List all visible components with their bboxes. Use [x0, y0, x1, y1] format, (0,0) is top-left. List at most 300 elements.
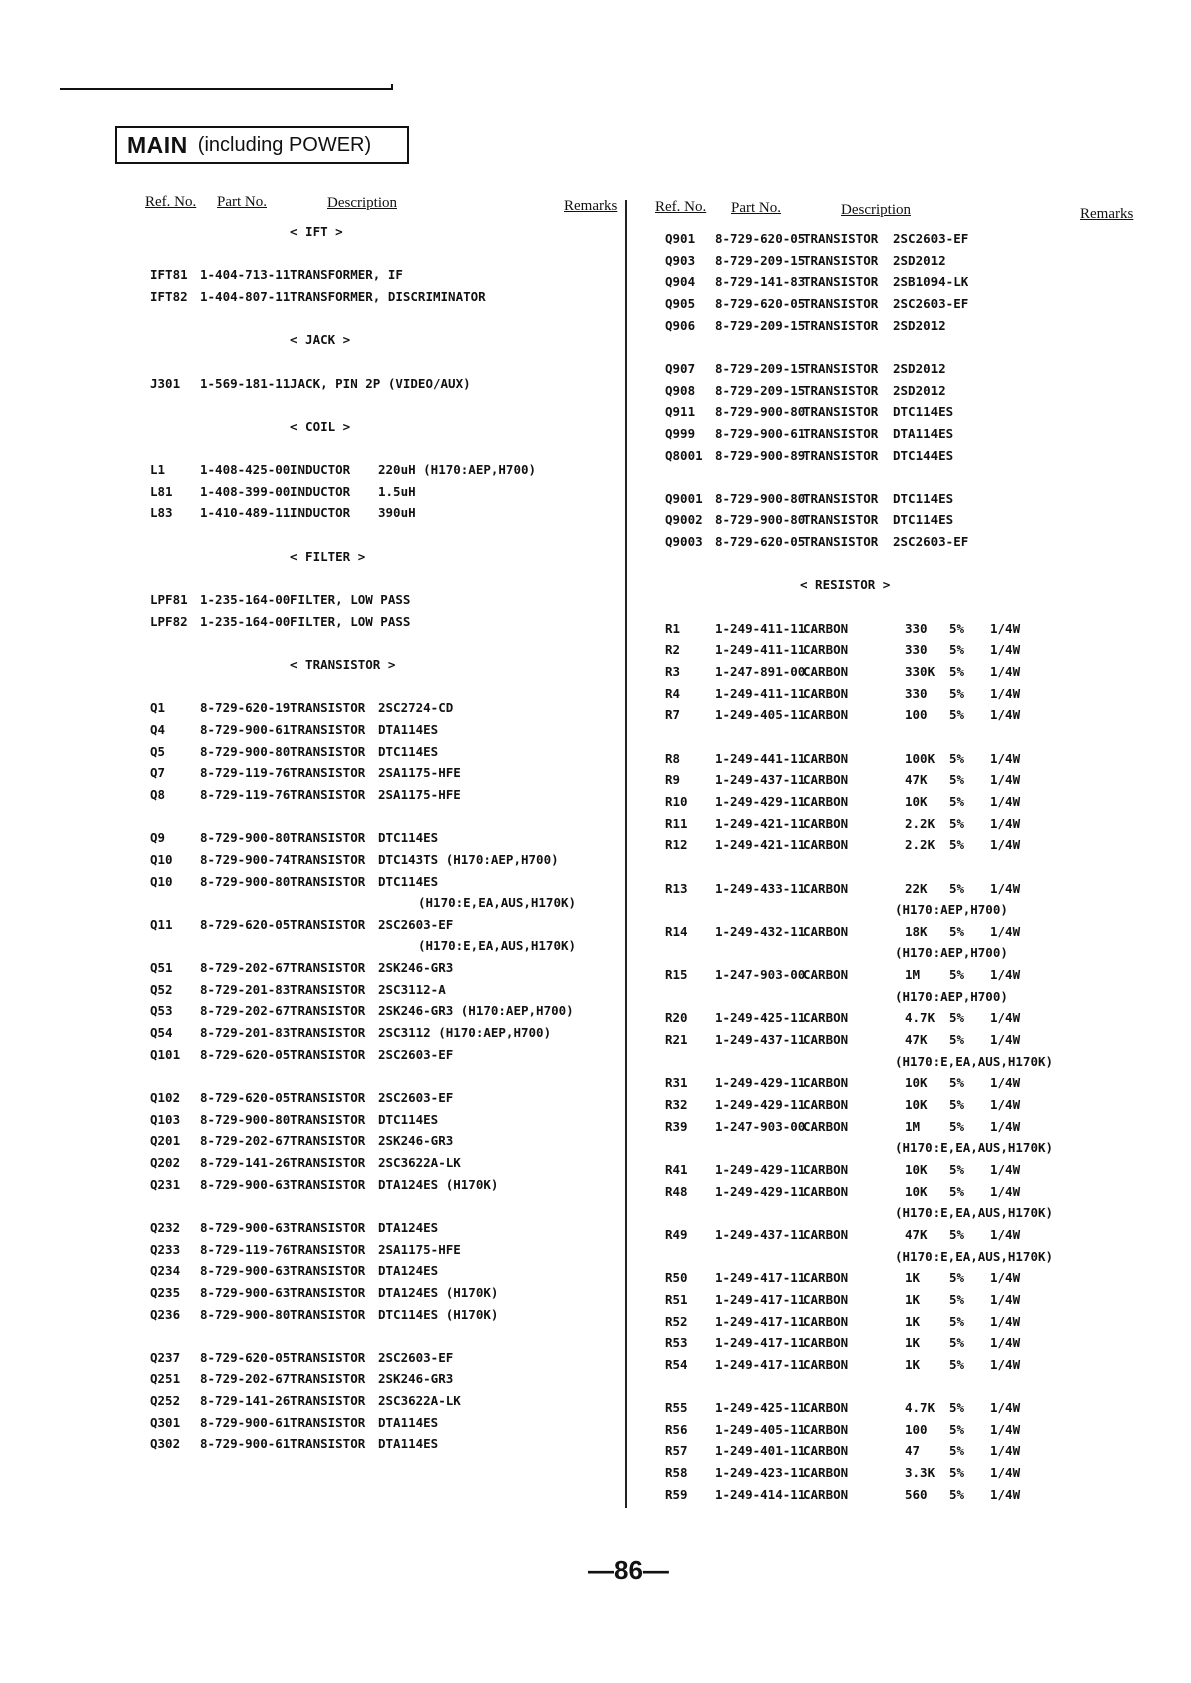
- part-no: 1-249-401-11: [715, 1443, 806, 1459]
- ref-no: Q9001: [665, 490, 703, 506]
- section-subtitle: (including POWER): [197, 133, 372, 156]
- description: TRANSISTOR: [803, 534, 879, 550]
- resistance-value: 47K: [905, 772, 928, 788]
- ref-no: Q911: [665, 404, 696, 420]
- description: TRANSISTOR: [803, 274, 879, 290]
- description: CARBON: [803, 1161, 849, 1177]
- part-no: 1-249-425-11: [715, 1010, 806, 1026]
- ref-no: R49: [665, 1226, 688, 1242]
- spec-value: 390uH: [378, 505, 416, 521]
- spec-value: DTA124ES: [378, 1219, 439, 1235]
- ref-no: R9: [665, 772, 681, 788]
- spec-value: DTA114ES: [893, 425, 954, 441]
- part-no: 1-249-421-11: [715, 815, 806, 831]
- part-no: 1-404-713-11: [200, 267, 291, 283]
- tolerance: 5%: [949, 685, 965, 701]
- resistance-value: 3.3K: [905, 1465, 936, 1481]
- part-no: 8-729-900-80: [715, 512, 806, 528]
- ref-no: Q8: [150, 786, 166, 802]
- wattage: 1/4W: [990, 1313, 1021, 1329]
- description: TRANSISTOR: [803, 252, 879, 268]
- resistance-value: 10K: [905, 1161, 928, 1177]
- ref-no: Q101: [150, 1046, 181, 1062]
- description: TRANSISTOR: [290, 830, 366, 846]
- wattage: 1/4W: [990, 664, 1021, 679]
- part-no: 1-569-181-11: [200, 375, 291, 391]
- ref-no: Q908: [665, 382, 696, 398]
- resistance-value: 330: [905, 620, 928, 636]
- part-no: 8-729-620-19: [200, 700, 291, 716]
- part-no: 1-249-429-11: [715, 1161, 806, 1177]
- ref-no: Q5: [150, 743, 166, 759]
- part-no: 8-729-900-61: [715, 425, 806, 441]
- ref-no: R39: [665, 1118, 688, 1134]
- resistance-value: 2.2K: [905, 815, 936, 831]
- description: TRANSISTOR: [803, 425, 879, 441]
- part-no: 8-729-900-61: [200, 1436, 291, 1452]
- ref-no: R41: [665, 1161, 688, 1177]
- section-heading: < RESISTOR >: [800, 577, 891, 593]
- tolerance: 5%: [949, 642, 965, 658]
- spec-value: 220uH (H170:AEP,H700): [378, 462, 537, 478]
- resistance-value: 560: [905, 1486, 928, 1502]
- spec-value: 2SC2603-EF: [378, 1349, 454, 1365]
- tolerance: 5%: [949, 1010, 965, 1026]
- wattage: 1/4W: [990, 1356, 1021, 1372]
- description: TRANSISTOR: [803, 490, 879, 506]
- part-no: 1-408-399-00: [200, 483, 291, 499]
- part-no: 1-249-411-11: [715, 685, 806, 701]
- part-no: 8-729-202-67: [200, 1003, 291, 1019]
- description: JACK, PIN 2P (VIDEO/AUX): [290, 375, 471, 391]
- spec-value: 2SA1175-HFE: [378, 1241, 461, 1257]
- description: TRANSISTOR: [290, 873, 366, 889]
- remark-note: (H170:AEP,H700): [895, 945, 1008, 961]
- description: TRANSISTOR: [290, 1176, 366, 1192]
- resistance-value: 47: [905, 1443, 921, 1459]
- ref-no: L83: [150, 505, 173, 521]
- remark-note: (H170:AEP,H700): [895, 988, 1008, 1004]
- tolerance: 5%: [949, 793, 965, 809]
- description: CARBON: [803, 1097, 849, 1112]
- part-no: 1-249-441-11: [715, 750, 806, 766]
- part-no: 8-729-900-63: [200, 1263, 291, 1279]
- wattage: 1/4W: [990, 1270, 1021, 1286]
- description: TRANSISTOR: [803, 404, 879, 420]
- description: CARBON: [803, 685, 849, 701]
- ref-no: Q52: [150, 981, 173, 997]
- wattage: 1/4W: [990, 1443, 1021, 1459]
- part-no: 8-729-900-61: [200, 721, 291, 737]
- ref-no: IFT82: [150, 288, 188, 304]
- tolerance: 5%: [949, 1118, 965, 1134]
- wattage: 1/4W: [990, 880, 1021, 896]
- ref-no: L81: [150, 483, 173, 499]
- tolerance: 5%: [949, 1226, 965, 1242]
- description: TRANSISTOR: [803, 317, 879, 333]
- ref-no: Q302: [150, 1436, 181, 1452]
- tolerance: 5%: [949, 1443, 965, 1459]
- ref-no: R50: [665, 1270, 688, 1286]
- description: TRANSISTOR: [290, 765, 366, 781]
- part-no: 1-249-411-11: [715, 620, 806, 636]
- ref-no: R55: [665, 1400, 688, 1416]
- spec-value: DTA124ES (H170K): [378, 1176, 499, 1192]
- header-desc-left: Description: [327, 195, 397, 211]
- description: CARBON: [803, 1183, 849, 1199]
- top-rule-tick: [391, 84, 393, 90]
- description: CARBON: [803, 837, 849, 853]
- part-no: 1-404-807-11: [200, 288, 291, 304]
- tolerance: 5%: [949, 880, 965, 896]
- spec-value: 2SA1175-HFE: [378, 786, 461, 802]
- spec-value: 2SK246-GR3 (H170:AEP,H700): [378, 1003, 574, 1019]
- spec-value: DTC114ES: [893, 512, 954, 528]
- ref-no: Q8001: [665, 447, 703, 463]
- ref-no: IFT81: [150, 267, 188, 283]
- spec-value: 2SC2724-CD: [378, 700, 454, 716]
- part-no: 8-729-620-05: [715, 534, 806, 550]
- description: CARBON: [803, 1421, 849, 1437]
- description: TRANSISTOR: [290, 1436, 366, 1452]
- wattage: 1/4W: [990, 923, 1021, 939]
- spec-value: DTC114ES: [378, 743, 439, 759]
- ref-no: Q237: [150, 1349, 181, 1365]
- tolerance: 5%: [949, 1075, 965, 1091]
- wattage: 1/4W: [990, 1335, 1021, 1351]
- description: TRANSISTOR: [290, 1284, 366, 1300]
- ref-no: R15: [665, 967, 688, 983]
- top-rule: [60, 88, 392, 90]
- resistance-value: 100K: [905, 750, 936, 766]
- spec-value: DTC143TS (H170:AEP,H700): [378, 851, 559, 867]
- tolerance: 5%: [949, 620, 965, 636]
- description: TRANSISTOR: [290, 1025, 366, 1041]
- remark-note: (H170:E,EA,AUS,H170K): [895, 1140, 1054, 1156]
- ref-no: Q51: [150, 960, 173, 976]
- wattage: 1/4W: [990, 685, 1021, 701]
- tolerance: 5%: [949, 664, 965, 679]
- description: CARBON: [803, 1486, 849, 1502]
- part-no: 1-249-433-11: [715, 880, 806, 896]
- wattage: 1/4W: [990, 750, 1021, 766]
- resistance-value: 1M: [905, 1118, 921, 1134]
- part-no: 8-729-119-76: [200, 1241, 291, 1257]
- part-no: 8-729-141-83: [715, 274, 806, 290]
- wattage: 1/4W: [990, 815, 1021, 831]
- resistance-value: 1K: [905, 1356, 921, 1372]
- part-no: 8-729-209-15: [715, 360, 806, 376]
- spec-value: DTA114ES: [378, 1436, 439, 1452]
- description: CARBON: [803, 1226, 849, 1242]
- header-part-left: Part No.: [217, 194, 267, 210]
- resistance-value: 1K: [905, 1270, 921, 1286]
- part-no: 1-249-432-11: [715, 923, 806, 939]
- ref-no: Q7: [150, 765, 166, 781]
- tolerance: 5%: [949, 1486, 965, 1502]
- spec-value: 2SD2012: [893, 252, 946, 268]
- description: INDUCTOR: [290, 483, 351, 499]
- tolerance: 5%: [949, 815, 965, 831]
- spec-value: DTA114ES: [378, 1414, 439, 1430]
- ref-no: Q1: [150, 700, 166, 716]
- tolerance: 5%: [949, 1313, 965, 1329]
- ref-no: Q10: [150, 851, 173, 867]
- spec-value: DTC114ES: [378, 873, 439, 889]
- wattage: 1/4W: [990, 793, 1021, 809]
- remark-note: (H170:AEP,H700): [895, 902, 1008, 918]
- part-no: 1-249-437-11: [715, 1032, 806, 1048]
- description: CARBON: [803, 620, 849, 636]
- ref-no: R31: [665, 1075, 688, 1091]
- wattage: 1/4W: [990, 1421, 1021, 1437]
- tolerance: 5%: [949, 1161, 965, 1177]
- header-remarks-left: Remarks: [564, 198, 618, 214]
- ref-no: Q252: [150, 1393, 181, 1409]
- part-no: 8-729-141-26: [200, 1154, 291, 1170]
- ref-no: R2: [665, 642, 681, 658]
- description: CARBON: [803, 793, 849, 809]
- part-no: 1-249-429-11: [715, 1183, 806, 1199]
- part-no: 8-729-202-67: [200, 960, 291, 976]
- description: CARBON: [803, 1291, 849, 1307]
- part-no: 8-729-202-67: [200, 1133, 291, 1149]
- description: CARBON: [803, 772, 849, 788]
- wattage: 1/4W: [990, 642, 1021, 658]
- part-no: 8-729-620-05: [200, 1090, 291, 1105]
- spec-value: 2SK246-GR3: [378, 1371, 454, 1387]
- resistance-value: 330K: [905, 664, 936, 679]
- description: TRANSISTOR: [290, 1241, 366, 1257]
- resistance-value: 4.7K: [905, 1010, 936, 1026]
- ref-no: Q901: [665, 231, 696, 246]
- description: TRANSISTOR: [803, 231, 879, 246]
- part-no: 1-249-417-11: [715, 1356, 806, 1372]
- description: TRANSISTOR: [290, 1154, 366, 1170]
- spec-value: DTC144ES: [893, 447, 954, 463]
- spec-value: 2SD2012: [893, 317, 946, 333]
- description: TRANSISTOR: [803, 382, 879, 398]
- ref-no: R56: [665, 1421, 688, 1437]
- ref-no: R54: [665, 1356, 688, 1372]
- ref-no: R58: [665, 1465, 688, 1481]
- spec-value: 2SA1175-HFE: [378, 765, 461, 781]
- spec-value: 2SC2603-EF: [893, 231, 969, 246]
- part-no: 8-729-900-80: [200, 873, 291, 889]
- ref-no: Q11: [150, 916, 173, 932]
- description: TRANSFORMER, IF: [290, 267, 403, 283]
- description: TRANSISTOR: [803, 360, 879, 376]
- description: FILTER, LOW PASS: [290, 592, 411, 608]
- part-no: 8-729-620-05: [200, 916, 291, 932]
- resistance-value: 4.7K: [905, 1400, 936, 1416]
- wattage: 1/4W: [990, 967, 1021, 983]
- ref-no: R4: [665, 685, 681, 701]
- resistance-value: 47K: [905, 1032, 928, 1048]
- description: CARBON: [803, 1313, 849, 1329]
- part-no: 1-249-429-11: [715, 1097, 806, 1112]
- part-no: 8-729-202-67: [200, 1371, 291, 1387]
- spec-value: 2SC2603-EF: [893, 295, 969, 311]
- section-heading: < TRANSISTOR >: [290, 657, 396, 672]
- ref-no: R48: [665, 1183, 688, 1199]
- description: TRANSISTOR: [290, 700, 366, 716]
- ref-no: Q234: [150, 1263, 181, 1279]
- part-no: 1-249-425-11: [715, 1400, 806, 1416]
- ref-no: Q903: [665, 252, 696, 268]
- description: CARBON: [803, 707, 849, 723]
- description: CARBON: [803, 1465, 849, 1481]
- ref-no: Q999: [665, 425, 696, 441]
- description: TRANSISTOR: [290, 981, 366, 997]
- wattage: 1/4W: [990, 620, 1021, 636]
- part-no: 8-729-141-26: [200, 1393, 291, 1409]
- part-no: 8-729-620-05: [715, 295, 806, 311]
- page-number: —86—: [588, 1555, 669, 1585]
- description: TRANSISTOR: [290, 786, 366, 802]
- description: INDUCTOR: [290, 462, 351, 478]
- part-no: 1-249-429-11: [715, 1075, 806, 1091]
- tolerance: 5%: [949, 967, 965, 983]
- description: TRANSFORMER, DISCRIMINATOR: [290, 288, 486, 304]
- part-no: 1-408-425-00: [200, 462, 291, 478]
- spec-value: 2SC3112-A: [378, 981, 446, 997]
- resistance-value: 2.2K: [905, 837, 936, 853]
- description: CARBON: [803, 642, 849, 658]
- ref-no: Q906: [665, 317, 696, 333]
- section-heading: < COIL >: [290, 418, 351, 434]
- tolerance: 5%: [949, 772, 965, 788]
- part-no: 8-729-201-83: [200, 1025, 291, 1041]
- header-ref-right: Ref. No.: [655, 199, 707, 215]
- wattage: 1/4W: [990, 1183, 1021, 1199]
- tolerance: 5%: [949, 1270, 965, 1286]
- remark-note: (H170:E,EA,AUS,H170K): [895, 1248, 1054, 1264]
- spec-value: 2SK246-GR3: [378, 960, 454, 976]
- description: TRANSISTOR: [290, 1306, 366, 1322]
- part-no: 1-247-903-00: [715, 1118, 806, 1134]
- ref-no: R51: [665, 1291, 688, 1307]
- part-no: 1-247-891-00: [715, 664, 806, 679]
- spec-value: 2SD2012: [893, 382, 946, 398]
- resistance-value: 100: [905, 1421, 928, 1437]
- ref-no: R52: [665, 1313, 688, 1329]
- spec-value: 2SC2603-EF: [378, 1090, 454, 1105]
- ref-no: R21: [665, 1032, 688, 1048]
- resistance-value: 18K: [905, 923, 928, 939]
- header-ref-left: Ref. No.: [145, 194, 197, 210]
- part-no: 8-729-900-80: [200, 743, 291, 759]
- part-no: 1-249-423-11: [715, 1465, 806, 1481]
- wattage: 1/4W: [990, 1075, 1021, 1091]
- description: CARBON: [803, 1270, 849, 1286]
- part-no: 1-249-417-11: [715, 1291, 806, 1307]
- ref-no: R20: [665, 1010, 688, 1026]
- part-no: 8-729-900-80: [200, 830, 291, 846]
- description: TRANSISTOR: [290, 1263, 366, 1279]
- spec-value: 2SC2603-EF: [378, 1046, 454, 1062]
- spec-value: DTC114ES: [378, 830, 439, 846]
- resistance-value: 330: [905, 642, 928, 658]
- ref-no: R10: [665, 793, 688, 809]
- wattage: 1/4W: [990, 1118, 1021, 1134]
- wattage: 1/4W: [990, 707, 1021, 723]
- part-no: 8-729-900-80: [715, 404, 806, 420]
- resistance-value: 1M: [905, 967, 921, 983]
- part-no: 1-249-421-11: [715, 837, 806, 853]
- tolerance: 5%: [949, 1400, 965, 1416]
- tolerance: 5%: [949, 750, 965, 766]
- description: CARBON: [803, 815, 849, 831]
- description: CARBON: [803, 1356, 849, 1372]
- ref-no: R53: [665, 1335, 688, 1351]
- description: CARBON: [803, 750, 849, 766]
- spec-value: 1.5uH: [378, 483, 416, 499]
- description: CARBON: [803, 1032, 849, 1048]
- part-no: 8-729-620-05: [200, 1349, 291, 1365]
- wattage: 1/4W: [990, 1097, 1021, 1112]
- wattage: 1/4W: [990, 1010, 1021, 1026]
- wattage: 1/4W: [990, 1161, 1021, 1177]
- tolerance: 5%: [949, 1465, 965, 1481]
- part-no: 1-249-411-11: [715, 642, 806, 658]
- ref-no: Q9: [150, 830, 166, 846]
- ref-no: Q53: [150, 1003, 173, 1019]
- description: TRANSISTOR: [290, 1371, 366, 1387]
- resistance-value: 100: [905, 707, 928, 723]
- tolerance: 5%: [949, 1183, 965, 1199]
- description: TRANSISTOR: [290, 1393, 366, 1409]
- spec-value: DTA124ES: [378, 1263, 439, 1279]
- description: CARBON: [803, 967, 849, 983]
- section-heading: < IFT >: [290, 224, 343, 239]
- description: CARBON: [803, 1010, 849, 1026]
- wattage: 1/4W: [990, 772, 1021, 788]
- description: TRANSISTOR: [290, 960, 366, 976]
- resistance-value: 330: [905, 685, 928, 701]
- ref-no: Q235: [150, 1284, 181, 1300]
- remark-note: (H170:E,EA,AUS,H170K): [418, 938, 577, 954]
- part-no: 1-249-437-11: [715, 772, 806, 788]
- description: CARBON: [803, 664, 849, 679]
- part-no: 1-249-417-11: [715, 1313, 806, 1329]
- part-no: 8-729-900-89: [715, 447, 806, 463]
- wattage: 1/4W: [990, 1291, 1021, 1307]
- part-no: 1-235-164-00: [200, 613, 291, 629]
- ref-no: Q9002: [665, 512, 703, 528]
- ref-no: R7: [665, 707, 681, 723]
- ref-no: R14: [665, 923, 688, 939]
- description: FILTER, LOW PASS: [290, 613, 411, 629]
- resistance-value: 10K: [905, 1183, 928, 1199]
- part-no: 1-249-405-11: [715, 707, 806, 723]
- description: TRANSISTOR: [290, 1111, 366, 1127]
- ref-no: Q232: [150, 1219, 181, 1235]
- spec-value: 2SC3622A-LK: [378, 1154, 461, 1170]
- spec-value: 2SB1094-LK: [893, 274, 969, 290]
- ref-no: LPF82: [150, 613, 188, 629]
- wattage: 1/4W: [990, 1465, 1021, 1481]
- description: TRANSISTOR: [803, 512, 879, 528]
- ref-no: Q907: [665, 360, 696, 376]
- ref-no: Q9003: [665, 534, 703, 550]
- part-no: 8-729-209-15: [715, 317, 806, 333]
- part-no: 8-729-900-63: [200, 1284, 291, 1300]
- tolerance: 5%: [949, 1032, 965, 1048]
- tolerance: 5%: [949, 923, 965, 939]
- ref-no: Q301: [150, 1414, 181, 1430]
- spec-value: 2SC2603-EF: [893, 534, 969, 550]
